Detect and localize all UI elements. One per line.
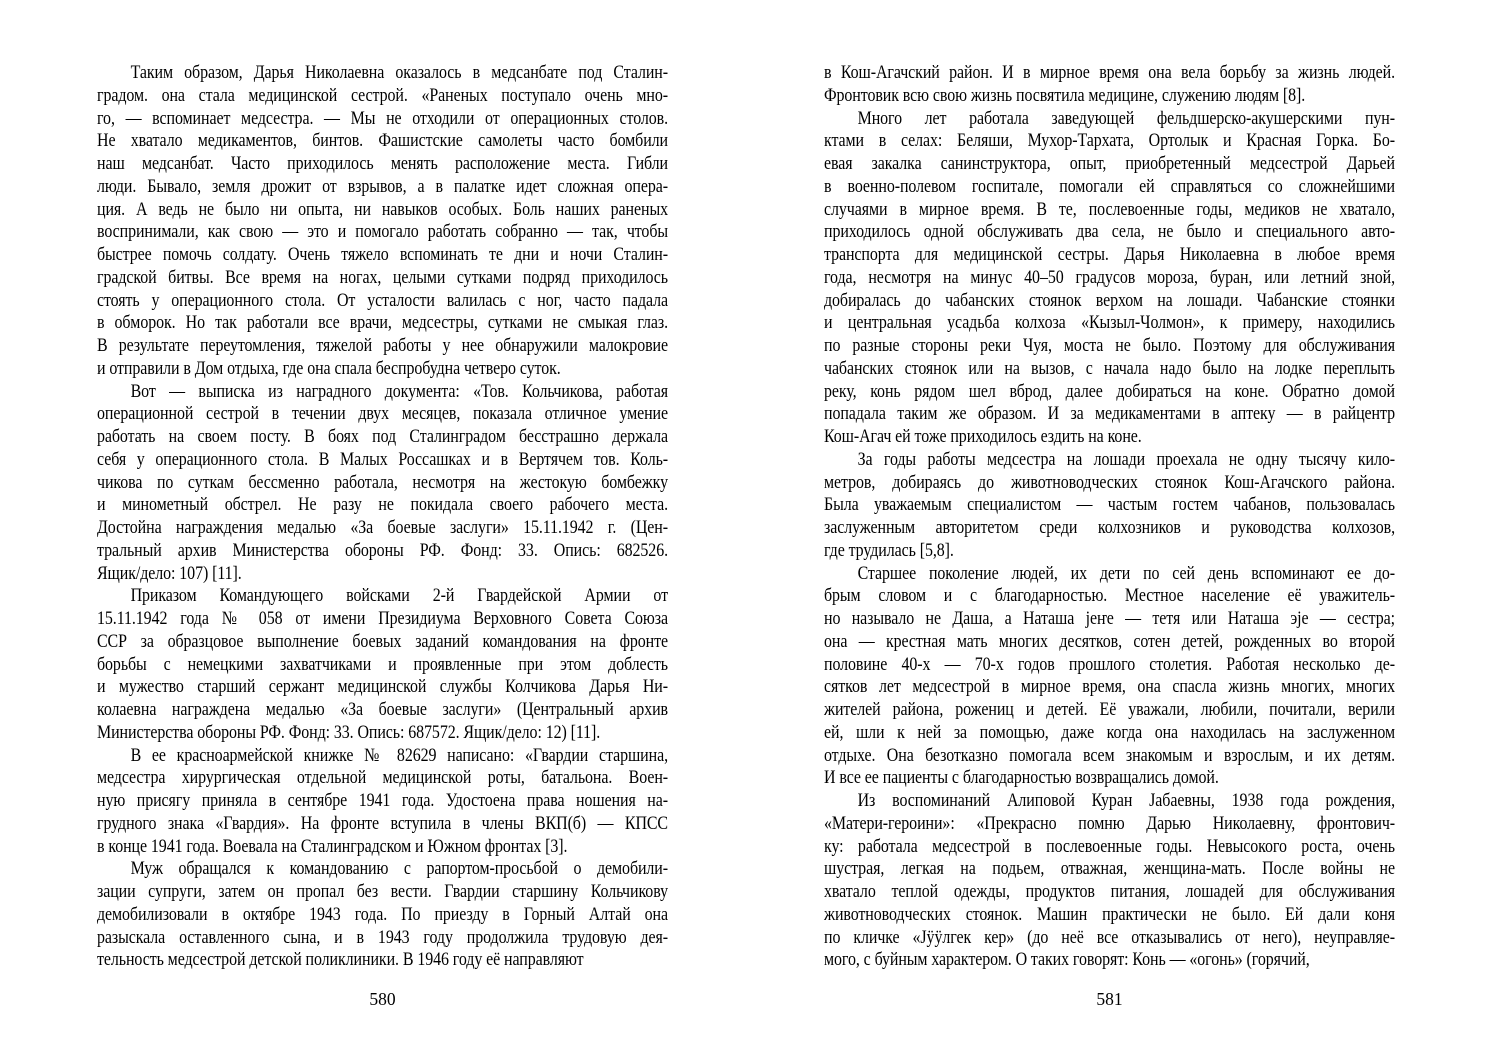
text-line: В ее красноармейской книжке № 82629 написано: «Гвардии старшина,: [130, 744, 668, 766]
text-line: градской битвы. Все время на ногах, целыми сутками подряд приходилось: [97, 266, 668, 288]
text-line: И все ее пациенты с благодарностью возвращались домой.: [824, 767, 1219, 789]
text-line: Фронтовик всю свою жизнь посвятила медицине, служению людям [8].: [824, 84, 1306, 106]
text-line: в обморок. Но так работали все врачи, медсестры, сутками не смыкая глаз.: [97, 312, 668, 334]
text-line: ку: работала медсестрой в послевоенные годы. Невысокого роста, очень: [824, 835, 1395, 857]
text-line: го, — вспоминает медсестра. — Мы не отходили от операционных столов.: [97, 107, 668, 129]
text-line: в Кош-Агачский район. И в мирное время она вела борьбу за жизнь людей.: [824, 62, 1395, 83]
text-line: люди. Бывало, земля дрожит от взрывов, а в палатке идет сложная опера-: [97, 175, 668, 197]
text-line: где трудилась [5,8].: [824, 539, 954, 561]
text-line: ей, шли к ней за помощью, даже когда она находилась на заслуженном: [824, 721, 1395, 743]
text-line: евая закалка санинструктора, опыт, приобретенный медсестрой Дарьей: [824, 153, 1395, 174]
text-line: стоять у операционного стола. От усталости валилась с ног, часто падала: [97, 289, 668, 311]
text-line: транспорта для медицинской сестры. Дарья Николаевна в любое время: [824, 244, 1395, 265]
text-line: брым словом и с благодарностью. Местное население её уважитель-: [824, 585, 1395, 607]
text-line: метров, добираясь до животноводческих стоянок Кош-Агачского района.: [824, 471, 1395, 493]
text-line: тральный архив Министерства обороны РФ. Фонд: 33. Опись: 682526.: [97, 539, 668, 561]
text-line: Вот — выписка из наградного документа: «Тов. Кольчикова, работая: [130, 380, 668, 402]
text-line: отдыхе. Она безотказно помогала всем знакомым и взрослым, и их детям.: [824, 744, 1395, 766]
text-line: Министерства обороны РФ. Фонд: 33. Опись: 687572. Ящик/дело: 12) [11].: [97, 721, 601, 743]
text-line: Из воспоминаний Алиповой Куран Jабаевны, 1938 года рождения,: [857, 790, 1395, 811]
text-line: жителей района, рожениц и детей. Её уважали, любили, почитали, верили: [824, 699, 1395, 720]
text-line: чикова по суткам бессменно работала, несмотря на жестокую бомбежку: [97, 471, 668, 493]
text-line: половине 40-х — 70-х годов прошлого столетия. Работая несколько де-: [824, 653, 1395, 675]
text-line: тельность медсестрой детской поликлиники. В 1946 году её направляют: [97, 949, 584, 971]
text-line: она — крестная мать многих десятков, сотен детей, рожденных во второй: [824, 630, 1395, 652]
text-line: и отправили в Дом отдыха, где она спала беспробудна четверо суток.: [97, 357, 561, 379]
text-line: добиралась до чабанских стоянок верхом на лошади. Чабанские стоянки: [824, 289, 1395, 311]
text-line: медсестра хирургическая отдельной медицинской роты, батальона. Воен-: [97, 767, 668, 789]
text-line: но называло не Даша, а Наташа jеҥе — тетя или Наташа эjе — сестра;: [824, 608, 1395, 629]
text-line: работать на своем посту. В боях под Сталинградом бесстрашно держала: [97, 426, 668, 447]
text-line: ция. А ведь не было ни опыта, ни навыков особых. Боль наших раненых: [97, 198, 668, 220]
text-line: ССР за образцовое выполнение боевых заданий командования на фронте: [97, 630, 668, 652]
text-line: животноводческих стоянок. Машин практически не было. Ей дали коня: [824, 903, 1395, 925]
text-line: Старшее поколение людей, их дети по сей день вспоминают ее до-: [857, 562, 1395, 584]
text-line: Была уважаемым специалистом — частым гостем чабанов, пользовалась: [824, 494, 1395, 516]
page-text-right: [824, 62, 1395, 972]
page-number-right: 581: [1096, 989, 1123, 1009]
text-line: Не хватало медикаментов, бинтов. Фашистские самолеты часто бомбили: [97, 130, 668, 152]
text-line: заслуженным авторитетом среди колхозников и руководства колхозов,: [824, 517, 1395, 538]
text-line: ктами в селах: Беляши, Мухор-Тархата, Ортолык и Красная Горка. Бо-: [824, 130, 1395, 152]
text-line: хватало теплой одежды, продуктов питания, лошадей для обслуживания: [824, 881, 1395, 902]
text-line: мого, с буйным характером. О таких говорят: Конь — «огонь» (горячий,: [824, 949, 1310, 971]
text-line: по кличке «Jӱӱлгек кер» (до неё все отказывались от него), неуправляе-: [824, 926, 1395, 948]
text-line: попадала таким же образом. И за медикаментами в аптеку — в райцентр: [824, 403, 1395, 425]
text-line: ную присягу приняла в сентябре 1941 года. Удостоена права ношения на-: [97, 790, 668, 811]
text-line: операционной сестрой в течении двух месяцев, показала отличное умение: [97, 403, 668, 425]
text-line: борьбы с немецкими захватчиками и проявленные при этом доблесть: [97, 653, 668, 675]
text-line: реку, конь рядом шел вброд, далее добираться на коне. Обратно домой: [824, 380, 1395, 402]
text-line: воспринимали, как свою — это и помогало работать собранно — так, чтобы: [97, 221, 668, 243]
text-line: градом. она стала медицинской сестрой. «Раненых поступало очень мно-: [97, 84, 668, 106]
text-line: чабанских стоянок или на вызов, с начала надо было на лодке переплыть: [824, 357, 1395, 379]
text-line: шустрая, легкая на подьем, отважная, женщина-мать. После войны не: [824, 858, 1395, 880]
text-line: Много лет работала заведующей фельдшерско-акушерскими пун-: [857, 107, 1395, 129]
text-line: Достойна награждения медалью «За боевые заслуги» 15.11.1942 г. (Цен-: [97, 517, 668, 538]
text-line: и минометный обстрел. Не разу не покидала своего рабочего места.: [97, 494, 668, 516]
text-line: 15.11.1942 года № 058 от имени Президиума Верховного Совета Союза: [97, 608, 668, 629]
text-line: демобилизовали в октябре 1943 года. По приезду в Горный Алтай она: [97, 903, 668, 925]
text-line: в военно-полевом госпитале, помогали ей справляться со сложнейшими: [824, 175, 1395, 197]
text-line: колаевна награждена медалью «За боевые заслуги» (Центральный архив: [97, 699, 668, 720]
text-line: и мужество старший сержант медицинской службы Колчикова Дарья Ни-: [97, 676, 668, 698]
text-line: себя у операционного стола. В Малых Россашках и в Вертячем тов. Коль-: [97, 448, 668, 470]
text-line: наш медсанбат. Часто приходилось менять расположение места. Гибли: [97, 153, 668, 174]
text-line: по разные стороны реки Чуя, моста не было. Поэтому для обслуживания: [824, 335, 1395, 356]
text-line: Приказом Командующего войсками 2-й Гвардейской Армии от: [130, 585, 668, 607]
page-number-left: 580: [369, 989, 396, 1009]
text-line: и центральная усадьба колхоза «Кызыл-Чолмон», к примеру, находились: [824, 312, 1395, 334]
text-line: «Матери-героини»: «Прекрасно помню Дарью Николаевну, фронтович-: [824, 812, 1395, 834]
text-line: сятков лет медсестрой в мирное время, она спасла жизнь многих, многих: [824, 676, 1395, 698]
text-line: Кош-Агач ей тоже приходилось ездить на коне.: [824, 426, 1142, 447]
text-line: Муж обращался к командованию с рапортом-просьбой о демобили-: [130, 858, 668, 880]
text-line: грудного знака «Гвардия». На фронте вступила в члены ВКП(б) — КПСС: [97, 812, 668, 834]
text-line: За годы работы медсестра на лошади проехала не одну тысячу кило-: [857, 448, 1395, 470]
text-line: разыскала оставленного сына, и в 1943 году продолжила трудовую дея-: [97, 926, 668, 948]
text-line: быстрее помочь солдату. Очень тяжело вспоминать те дни и ночи Сталин-: [97, 244, 668, 265]
text-line: приходилось одной обслуживать два села, не было и специального авто-: [824, 221, 1395, 243]
page-text-left: [97, 62, 668, 972]
text-line: В результате переутомления, тяжелой работы у нее обнаружили малокровие: [97, 335, 668, 356]
text-line: в конце 1941 года. Воевала на Сталинградском и Южном фронтах [3].: [97, 835, 568, 857]
text-line: года, несмотря на минус 40–50 градусов мороза, буран, или летний зной,: [824, 266, 1395, 288]
text-line: случаями в мирное время. В те, послевоенные годы, медиков не хватало,: [824, 198, 1395, 220]
text-line: Ящик/дело: 107) [11].: [97, 562, 242, 584]
text-line: Таким образом, Дарья Николаевна оказалось в медсанбате под Сталин-: [130, 62, 668, 83]
text-line: зации супруги, затем он пропал без вести. Гвардии старшину Кольчикову: [97, 881, 668, 902]
